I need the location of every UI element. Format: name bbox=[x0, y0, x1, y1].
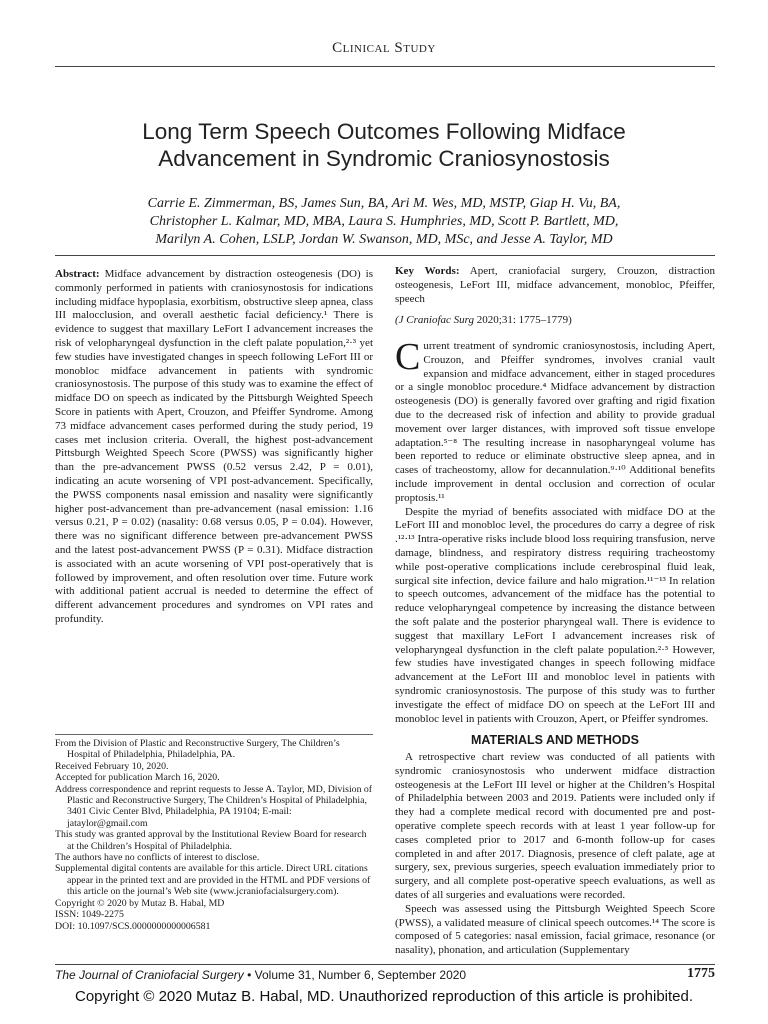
methods-paragraph-1: A retrospective chart review was conducted of all patients with syndromic craniosynostosis who underwent midface distraction osteogenesis at the LeFort III level or higher at the Children’s Hospital of Philadelphia between 2003 and 2019. Patients were included only if they had a complete medical record with documented pre and post-operative complete speech records with at least 1 year follow-up for cases completed prior to 2017 and 6-month follow-up for cases completed in and after 2017. Diagnosis, presence of cleft palate, age at surgery, sex, previous surgeries, speech evaluation immediately prior to surgery, and all complete post-operative speech evaluations, as well as dates of all surgeries and evaluations were recorded. bbox=[395, 751, 715, 901]
footnote-copyright: Copyright © 2020 by Mutaz B. Habal, MD bbox=[55, 897, 225, 909]
drop-cap: C bbox=[395, 336, 421, 378]
footnote-supplemental: Supplemental digital contents are available for this article. Direct URL citations appear in the printed text and are provided in the HTML and PDF versions of this article on the journal’s Web site (www.jcraniofacialsurgery.com). bbox=[55, 863, 371, 898]
title-line-2: Advancement in Syndromic Craniosynostosis bbox=[158, 146, 610, 171]
footnote-accepted: Accepted for publication March 16, 2020. bbox=[55, 772, 220, 784]
footnote-issn: ISSN: 1049-2275 bbox=[55, 909, 124, 921]
footnote-correspondence: Address correspondence and reprint requests to Jesse A. Taylor, MD, Division of Plastic and Reconstructive Surgery, The Children’s Hospital of Philadelphia, 3401 Civic Center Blvd, Philadelphia, PA 19104; E-mail: jataylor@gmail.com bbox=[55, 783, 373, 829]
authors-line-3: Marilyn A. Cohen, LSLP, Jordan W. Swanson, MD, MSc, and Jesse A. Taylor, MD bbox=[155, 232, 613, 247]
footer-divider bbox=[55, 964, 715, 965]
intro-paragraph-1-text: urrent treatment of syndromic craniosynostosis, including Apert, Crouzon, and Pfeiffer syndromes, involves cranial vault expansion and midface advancement, either in staged procedures or a single monobloc procedure.⁴ Midface advancement by distraction osteogenesis (DO) is generally favored over grafting and rigid fixation due to the decreased risk of infection and ability to provide gradual movement over larger distances, with improved soft tissue envelope adaptation.⁵⁻⁸ The resulting increase in nasopharyngeal volume has been reported to reduce or eliminate obstructive sleep apnea, and in cases of tracheostomy, allow for decannulation.⁹·¹⁰ Additional benefits include improvement in dental occlusion and correction of ocular proptosis.¹¹ bbox=[395, 340, 715, 504]
title-line-1: Long Term Speech Outcomes Following Midface bbox=[142, 119, 626, 144]
section-label: Clinical Study bbox=[332, 40, 436, 56]
journal-name: The Journal of Craniofacial Surgery bbox=[55, 968, 244, 982]
footnote-divider bbox=[55, 734, 373, 735]
intro-paragraph-2: Despite the myriad of benefits associated with midface DO at the LeFort III and monobloc level, the procedures do carry a degree of risk .¹²·¹³ Intra-operative risks include blood loss requiring transfusion, nerve damage, blindness, and respiratory distress requiring tracheostomy while post-operative complications include cerebrospinal fluid leak, surgical site infection, device failure and halo migration.¹¹⁻¹³ In relation to speech outcomes, advancement of the midface has the potential to reduce velopharyngeal competence by increasing the distance between the soft palate and the posterior pharyngeal wall. There is evidence to suggest that maxillary LeFort I advancement increases risk of velopharyngeal dysfunction in the cleft palate population.²·³ However, few studies have investigated changes in speech following midface advancement at the LeFort III and monobloc level in patients with syndromic craniosynostosis. The purpose of this study was to further investigate the effect of midface DO on speech at the LeFort III and monobloc level in patients with Crouzon, Apert, or Pfeiffer syndromes. bbox=[395, 505, 715, 725]
methods-paragraph-2: Speech was assessed using the Pittsburgh Weighted Speech Score (PWSS), a validated measure of clinical speech outcomes.¹⁴ The score is composed of 5 categories: nasal emission, facial grimace, resonance (or nasality), phonation, and articulation (Supplementary bbox=[395, 902, 715, 957]
journal-issue: • Volume 31, Number 6, September 2020 bbox=[247, 968, 467, 982]
footnote-irb: This study was granted approval by the Institutional Review Board for research at the Children’s Hospital of Philadelphia. bbox=[55, 829, 367, 852]
footnote-conflicts: The authors have no conflicts of interest to disclose. bbox=[55, 852, 260, 864]
footnote-received: Received February 10, 2020. bbox=[55, 760, 169, 772]
abstract-text: Midface advancement by distraction osteogenesis (DO) is commonly performed in patients with craniosynostosis for indications including midface hypoplasia, exorbitism, obstructive sleep apnea, class III malocclusion, and overall aesthetic facial deficiency.¹ There is evidence to suggest that maxillary LeFort I advancement increases the risk of velopharyngeal dysfunction in the cleft palate population,²·³ yet few studies have investigated changes in speech following LeFort III or monobloc midface advancement in patients with syndromic craniosynostosis. The purpose of this study was to examine the effect of midface DO on speech as indicated by the Pittsburgh Weighted Speech Score in patients with Apert, Crouzon, and Pfeiffer Syndrome. Among 73 midface advancement cases performed during the study period, 19 cases met inclusion criteria. Overall, the highest post-advancement Pittsburgh Weighted Speech Score (PWSS) was significantly higher than the pre-advancement PWSS (0.52 versus 2.42, P = 0.01), indicating an acute worsening of VPI post-advancement. Specifically, the PWSS components nasal emission and nasality were significantly higher post-advancement than pre-advancement (nasal emission: 1.16 versus 0.21, P = 0.02) (nasality: 0.68 versus 0.05, P = 0.04). However, there was no significant difference between pre-advancement PWSS and the latest post-advancement PWSS (P = 0.31). Midface distraction is associated with an acute worsening of VPI post-operatively that is followed by improvement, and often resolution over time. Future work with additional patient accrual is needed to determine the effect of different advancement procedures and syndromes on VPI rates and profundity. bbox=[55, 268, 374, 625]
keywords-text: Apert, craniofacial surgery, Crouzon, distraction osteogenesis, LeFort III, midface advancement, monobloc, Pfeiffer, speech bbox=[395, 265, 715, 305]
introduction bbox=[395, 336, 715, 726]
authors-line-1: Carrie E. Zimmerman, BS, James Sun, BA, Ari M. Wes, MD, MSTP, Giap H. Vu, BA, bbox=[147, 196, 621, 211]
authors-divider bbox=[55, 255, 715, 256]
footnote-doi: DOI: 10.1097/SCS.0000000000006581 bbox=[55, 920, 211, 932]
authors-line-2: Christopher L. Kalmar, MD, MBA, Laura S. Humphries, MD, Scott P. Bartlett, MD, bbox=[149, 214, 619, 229]
footnote-affiliation: From the Division of Plastic and Reconstructive Surgery, The Children’s Hospital of Philadelphia, Philadelphia, PA. bbox=[55, 738, 340, 761]
journal-footer bbox=[55, 968, 466, 982]
header-divider bbox=[55, 66, 715, 67]
copyright-banner: Copyright © 2020 Mutaz B. Habal, MD. Unauthorized reproduction of this article is prohibited. bbox=[74, 988, 694, 1005]
keywords bbox=[395, 265, 715, 306]
methods-heading: MATERIALS AND METHODS bbox=[470, 733, 640, 747]
methods-section bbox=[395, 751, 715, 958]
page-number: 1775 bbox=[687, 966, 715, 981]
author-list bbox=[70, 195, 698, 249]
citation bbox=[395, 314, 715, 328]
article-title bbox=[70, 118, 698, 172]
abstract-label: Abstract: bbox=[55, 268, 100, 280]
citation-details: 2020;31: 1775–1779) bbox=[476, 314, 572, 326]
keywords-label: Key Words: bbox=[395, 265, 460, 277]
intro-paragraph-1 bbox=[395, 336, 715, 506]
citation-journal: (J Craniofac Surg bbox=[395, 314, 475, 326]
footnotes bbox=[55, 738, 373, 932]
abstract bbox=[55, 268, 373, 627]
